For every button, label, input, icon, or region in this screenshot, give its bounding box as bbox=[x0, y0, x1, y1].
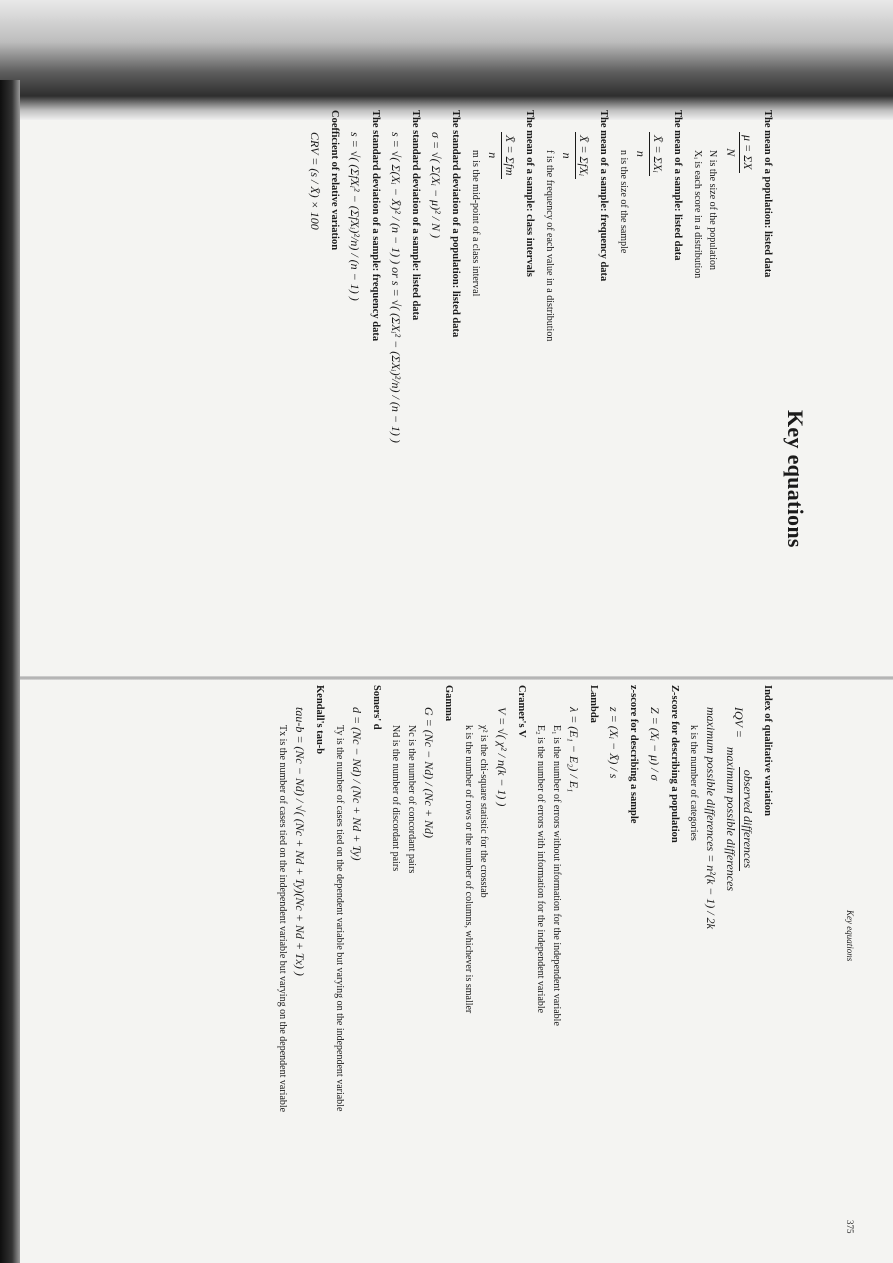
section-heading: Somers' d bbox=[370, 685, 382, 730]
equation-note: E₂ is the number of errors with information for the independent variable bbox=[535, 725, 547, 1014]
scan-shadow-top bbox=[0, 0, 893, 120]
equation-note: Xᵢ is each score in a distribution bbox=[691, 150, 703, 279]
equation-denominator: n bbox=[560, 152, 575, 159]
equation bbox=[722, 707, 755, 1250]
section-heading: The standard deviation of a sample: frequency data bbox=[369, 110, 381, 342]
equation-note: Nc is the number of concordant pairs bbox=[405, 725, 417, 874]
section-heading: Lambda bbox=[588, 685, 600, 723]
section-heading: The standard deviation of a population: listed data bbox=[450, 110, 462, 338]
equation-note: n is the size of the sample bbox=[617, 150, 629, 254]
equation: σ = √( Σ(Xᵢ − μ)² / N ) bbox=[429, 132, 444, 239]
equation-numerator: observed differences bbox=[739, 767, 756, 872]
equation-numerator: μ = ΣX bbox=[739, 132, 756, 173]
section-heading: Z-score for describing a population bbox=[668, 685, 680, 843]
equation-numerator: X̄ = ΣXᵢ bbox=[649, 132, 666, 176]
section-heading: The mean of a sample: listed data bbox=[672, 110, 684, 261]
equation-denominator: maximum possible differences bbox=[723, 746, 738, 892]
equation-denominator: n bbox=[486, 152, 500, 159]
equation-note: χ² is the chi-square statistic for the crosstab bbox=[478, 725, 490, 898]
equation: G = (Nc − Nd) / (Nc + Nd) bbox=[422, 707, 437, 838]
equation: s = √( (ΣfXᵢ² − (ΣfXᵢ)²/n) / (n − 1) ) bbox=[348, 132, 363, 301]
section-heading: Coefficient of relative variation bbox=[329, 110, 341, 251]
equation bbox=[633, 132, 666, 670]
section-heading: Gamma bbox=[443, 685, 455, 722]
section-heading: z-score for describing a sample bbox=[628, 685, 640, 824]
equation: tau-b = (Nc − Nd) / √( (Nc + Nd + Ty)(Nc + Nd + Tx) ) bbox=[292, 707, 307, 976]
section-heading: The mean of a sample: frequency data bbox=[598, 110, 610, 282]
left-column bbox=[304, 110, 780, 670]
equation-note: f is the frequency of each value in a distribution bbox=[543, 150, 555, 342]
equation-note: E₁ is the number of errors without information for the independent variable bbox=[550, 725, 562, 1026]
equation-note: N is the size of the population bbox=[707, 150, 719, 270]
section-heading: The standard deviation of a sample: listed data bbox=[409, 110, 421, 321]
equation-note: Tx is the number of cases tied on the independent variable but varying on the dependent variable bbox=[276, 725, 288, 1113]
equation: s = √( Σ(Xᵢ − X̄)² / (n − 1) ) or s = √( (ΣXᵢ² − (ΣXᵢ)²/n) / (n − 1) ) bbox=[388, 132, 403, 443]
equation-note: Ty is the number of cases tied on the dependent variable but varying on the independent variable bbox=[333, 725, 345, 1112]
section-heading: The mean of a sample: class intervals bbox=[524, 110, 536, 277]
equation-note: Nd is the number of discordant pairs bbox=[390, 725, 402, 872]
equation-numerator: X̄ = Σfm bbox=[501, 132, 518, 179]
equation-denominator: N bbox=[723, 148, 738, 157]
equation: d = (Nc − Nd) / (Nc + Nd + Ty) bbox=[349, 707, 364, 861]
equation-numerator: X̄ = ΣfXᵢ bbox=[575, 132, 592, 179]
equation-label: IQV = bbox=[732, 707, 747, 738]
section-heading: Index of qualitative variation bbox=[762, 685, 773, 816]
equation: z = (Xᵢ − X̄) / s bbox=[607, 707, 622, 779]
right-column bbox=[273, 685, 780, 1250]
running-head: Key equations bbox=[845, 910, 855, 962]
equation: λ = (E₁ − E₂) / E₁ bbox=[566, 707, 581, 793]
equation-denominator: n bbox=[634, 150, 649, 157]
equation-note: k is the number of categories bbox=[688, 725, 700, 841]
scan-shadow-left bbox=[0, 80, 20, 1263]
rotated-page bbox=[40, 110, 855, 1250]
equation bbox=[559, 132, 592, 670]
page-number: 375 bbox=[845, 1220, 855, 1234]
equation-note: k is the number of rows or the number of columns, whichever is smaller bbox=[462, 725, 474, 1014]
equation: V = √( χ² / n(k − 1) ) bbox=[494, 707, 509, 807]
section-heading: Cramer's V bbox=[515, 685, 527, 738]
equation bbox=[722, 132, 755, 670]
equation: CRV = (s / X̄) × 100 bbox=[308, 132, 323, 230]
equation: maximum possible differences = n²(k − 1) / 2k bbox=[704, 707, 719, 929]
equation: Z = (Xᵢ − μ) / σ bbox=[647, 707, 662, 781]
section-heading: Kendall's tau-b bbox=[314, 685, 326, 755]
page-title: Key equations bbox=[783, 410, 808, 548]
equation bbox=[485, 132, 518, 670]
equation-note: m is the mid-point of a class interval bbox=[469, 150, 481, 297]
section-heading: The mean of a population: listed data bbox=[762, 110, 773, 278]
